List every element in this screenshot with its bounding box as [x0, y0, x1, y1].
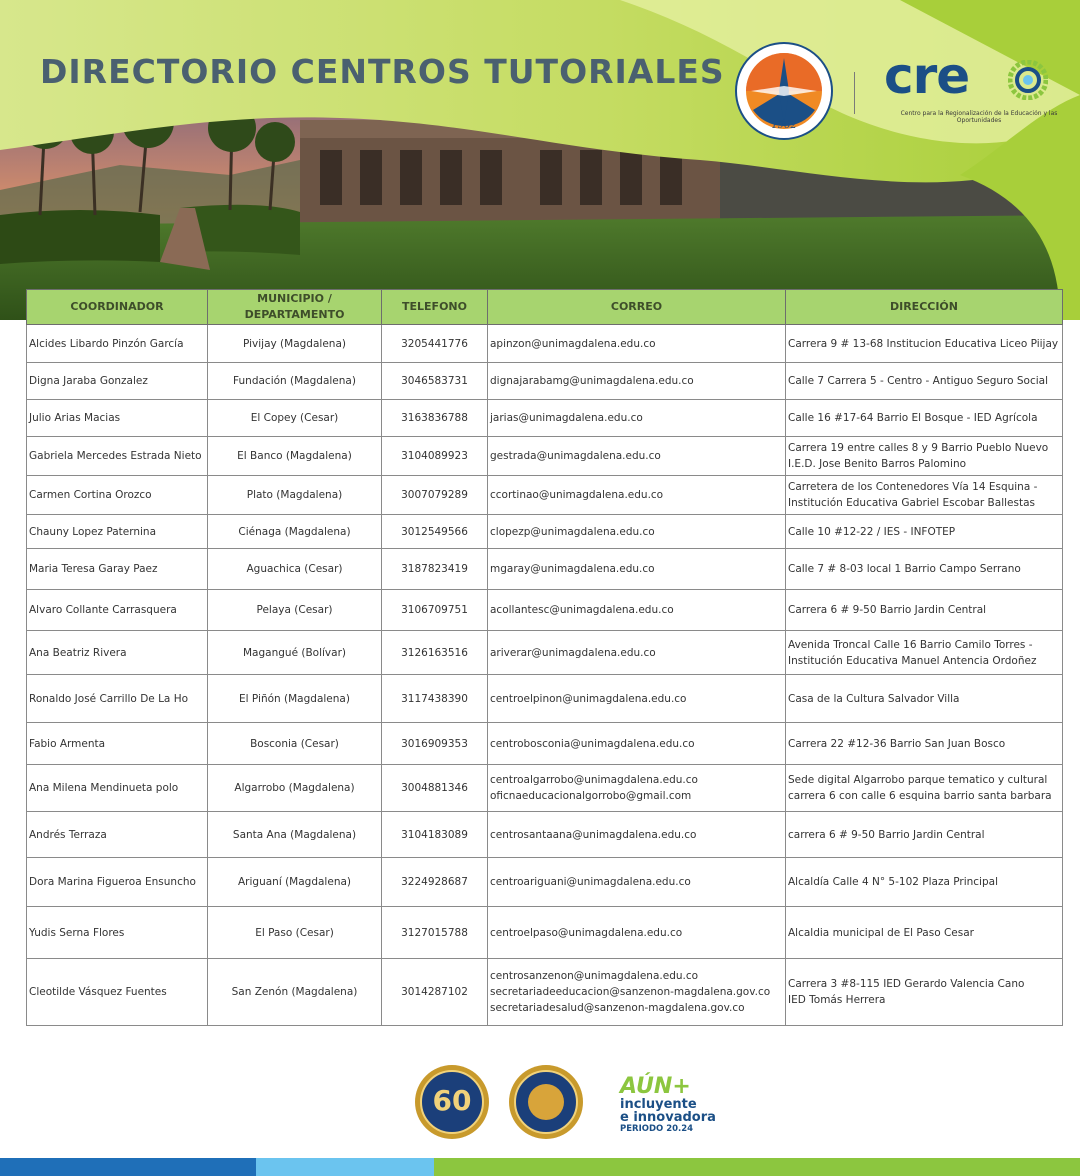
- telefono-cell: 3046583731: [382, 363, 488, 400]
- correo-cell: [488, 590, 786, 631]
- email-link[interactable]: centroelpinon@unimagdalena.edu.co: [490, 692, 687, 705]
- table-row: [27, 959, 1063, 1026]
- address-line: IED Tomás Herrera: [788, 994, 886, 1006]
- email-link[interactable]: acollantesc@unimagdalena.edu.co: [490, 604, 674, 616]
- telefono-cell: 3126163516: [382, 631, 488, 675]
- direccion-cell: [786, 363, 1063, 400]
- email-link[interactable]: secretariadeeducacion@sanzenon-magdalena.gov.co: [490, 986, 771, 998]
- telefono-cell: 3127015788: [382, 907, 488, 959]
- table-body: [27, 325, 1063, 1026]
- municipio-cell: El Piñón (Magdalena): [208, 675, 382, 723]
- correo-cell: [488, 812, 786, 858]
- address-line: carrera 6 con calle 6 esquina barrio santa barbara: [788, 790, 1052, 802]
- correo-cell: [488, 325, 786, 363]
- direccion-cell: [786, 515, 1063, 549]
- telefono-cell: 3187823419: [382, 549, 488, 590]
- email-link[interactable]: centroelpaso@unimagdalena.edu.co: [490, 926, 683, 939]
- telefono-cell: 3012549566: [382, 515, 488, 549]
- email-link[interactable]: clopezp@unimagdalena.edu.co: [490, 525, 655, 538]
- correo-cell: [488, 476, 786, 515]
- address-line: Calle 16 #17-64 Barrio El Bosque - IED Agrícola: [788, 412, 1038, 424]
- table-row: [27, 631, 1063, 675]
- coordinador-cell: Alvaro Collante Carrasquera: [27, 590, 208, 631]
- coordinador-cell: Gabriela Mercedes Estrada Nieto: [27, 437, 208, 476]
- direccion-cell: [786, 549, 1063, 590]
- direccion-cell: [786, 437, 1063, 476]
- table-row: [27, 675, 1063, 723]
- coordinador-cell: Fabio Armenta: [27, 723, 208, 765]
- municipio-cell: El Paso (Cesar): [208, 907, 382, 959]
- university-logo-year: 1962: [771, 120, 797, 131]
- table-header-row: [27, 290, 1063, 325]
- correo-cell: [488, 515, 786, 549]
- aun-period: PERIODO 20.24: [620, 1124, 694, 1134]
- creo-subtitle: Centro para la Regionalización de la Educación y las Oportunidades: [900, 110, 1058, 124]
- table-row: [27, 723, 1063, 765]
- municipio-cell: Bosconia (Cesar): [208, 723, 382, 765]
- table-row: [27, 363, 1063, 400]
- email-link[interactable]: dignajarabamg@unimagdalena.edu.co: [490, 375, 694, 387]
- address-line: Carrera 19 entre calles 8 y 9 Barrio Pueblo Nuevo: [788, 442, 1049, 454]
- address-line: Alcaldía Calle 4 N° 5-102 Plaza Principal: [788, 876, 998, 888]
- municipio-cell: El Banco (Magdalena): [208, 437, 382, 476]
- correo-cell: [488, 907, 786, 959]
- address-line: Avenida Troncal Calle 16 Barrio Camilo Torres -: [788, 638, 1033, 651]
- table-row: [27, 765, 1063, 812]
- direccion-cell: [786, 675, 1063, 723]
- coordinador-cell: Digna Jaraba Gonzalez: [27, 363, 208, 400]
- creo-o-icon: [1008, 60, 1048, 100]
- address-line: Carrera 6 # 9-50 Barrio Jardin Central: [788, 604, 987, 616]
- municipio-cell: Pelaya (Cesar): [208, 590, 382, 631]
- address-line: Calle 10 #12-22 / IES - INFOTEP: [788, 525, 956, 538]
- email-link[interactable]: oficnaeducacionalgorrobo@gmail.com: [490, 790, 692, 802]
- direccion-cell: [786, 723, 1063, 765]
- direccion-cell: [786, 959, 1063, 1026]
- address-line: Carrera 22 #12-36 Barrio San Juan Bosco: [788, 737, 1006, 750]
- telefono-cell: 3004881346: [382, 765, 488, 812]
- municipio-cell: Aguachica (Cesar): [208, 549, 382, 590]
- correo-cell: [488, 631, 786, 675]
- address-line: Carretera de los Contenedores Vía 14 Esquina -: [788, 481, 1038, 493]
- table-row: [27, 549, 1063, 590]
- aun-title: AÚN+: [620, 1074, 691, 1099]
- direccion-cell: [786, 400, 1063, 437]
- telefono-cell: 3106709751: [382, 590, 488, 631]
- municipio-cell: Plato (Magdalena): [208, 476, 382, 515]
- table-row: [27, 907, 1063, 959]
- municipio-cell: Ariguaní (Magdalena): [208, 858, 382, 907]
- email-link[interactable]: centrosanzenon@unimagdalena.edu.co: [490, 970, 699, 982]
- address-line: Sede digital Algarrobo parque tematico y cultural: [788, 774, 1048, 786]
- telefono-cell: 3104089923: [382, 437, 488, 476]
- sixty-years-badge: [414, 1064, 490, 1140]
- footer-stripe-blue: [0, 1158, 256, 1176]
- column-header-direccion: DIRECCIÓN: [786, 290, 1063, 325]
- municipio-cell: Pivijay (Magdalena): [208, 325, 382, 363]
- address-line: Carrera 9 # 13-68 Institucion Educativa Liceo Piijay: [788, 337, 1059, 350]
- address-line: Calle 7 # 8-03 local 1 Barrio Campo Serrano: [788, 563, 1021, 575]
- correo-cell: [488, 400, 786, 437]
- direccion-cell: [786, 907, 1063, 959]
- table-row: [27, 476, 1063, 515]
- email-link[interactable]: gestrada@unimagdalena.edu.co: [490, 450, 661, 462]
- address-line: Carrera 3 #8-115 IED Gerardo Valencia Cano: [788, 978, 1025, 990]
- telefono-cell: 3224928687: [382, 858, 488, 907]
- sixty-years-number: 60: [432, 1084, 472, 1117]
- page-title: DIRECTORIO CENTROS TUTORIALES: [40, 52, 725, 91]
- correo-cell: [488, 437, 786, 476]
- municipio-cell: Ciénaga (Magdalena): [208, 515, 382, 549]
- address-line: I.E.D. Jose Benito Barros Palomino: [788, 458, 967, 470]
- address-line: Casa de la Cultura Salvador Villa: [788, 692, 960, 705]
- email-link[interactable]: centrobosconia@unimagdalena.edu.co: [490, 737, 695, 750]
- directory-table: [26, 289, 1063, 1026]
- address-line: Institución Educativa Manuel Antencia Ordoñez: [788, 654, 1037, 667]
- address-line: Calle 7 Carrera 5 - Centro - Antiguo Seguro Social: [788, 375, 1049, 387]
- table-row: [27, 590, 1063, 631]
- email-link[interactable]: ccortinao@unimagdalena.edu.co: [490, 489, 664, 501]
- coordinador-cell: Carmen Cortina Orozco: [27, 476, 208, 515]
- coordinador-cell: Alcides Libardo Pinzón García: [27, 325, 208, 363]
- email-link[interactable]: secretariadesalud@sanzenon-magdalena.gov.co: [490, 1002, 745, 1014]
- address-line: Alcaldia municipal de El Paso Cesar: [788, 926, 974, 939]
- municipio-cell: El Copey (Cesar): [208, 400, 382, 437]
- telefono-cell: 3007079289: [382, 476, 488, 515]
- coordinador-cell: Maria Teresa Garay Paez: [27, 549, 208, 590]
- email-link[interactable]: jarias@unimagdalena.edu.co: [490, 412, 643, 424]
- aun-line-2: e innovadora: [620, 1110, 716, 1125]
- telefono-cell: 3016909353: [382, 723, 488, 765]
- correo-cell: [488, 363, 786, 400]
- email-link[interactable]: ariverar@unimagdalena.edu.co: [490, 646, 656, 659]
- email-link[interactable]: mgaray@unimagdalena.edu.co: [490, 563, 655, 575]
- correo-cell: [488, 723, 786, 765]
- coordinador-cell: Ronaldo José Carrillo De La Ho: [27, 675, 208, 723]
- footer-stripe-light-blue: [256, 1158, 434, 1176]
- address-line: Institución Educativa Gabriel Escobar Ballestas: [788, 497, 1035, 509]
- address-line: carrera 6 # 9-50 Barrio Jardin Central: [788, 828, 985, 841]
- column-header-telefono: TELEFONO: [382, 290, 488, 325]
- municipio-cell: Santa Ana (Magdalena): [208, 812, 382, 858]
- email-link[interactable]: centroariguani@unimagdalena.edu.co: [490, 876, 691, 888]
- correo-cell: [488, 549, 786, 590]
- creo-wordmark: cre: [884, 47, 970, 105]
- table-row: [27, 437, 1063, 476]
- telefono-cell: 3163836788: [382, 400, 488, 437]
- table-row: [27, 400, 1063, 437]
- coordinador-cell: Julio Arias Macias: [27, 400, 208, 437]
- direccion-cell: [786, 631, 1063, 675]
- column-header-municipio: MUNICIPIO / DEPARTAMENTO: [208, 290, 382, 325]
- email-link[interactable]: centrosantaana@unimagdalena.edu.co: [490, 828, 697, 841]
- table-row: [27, 325, 1063, 363]
- correo-cell: [488, 765, 786, 812]
- footer-stripe-green: [434, 1158, 1080, 1176]
- table-row: [27, 858, 1063, 907]
- telefono-cell: 3117438390: [382, 675, 488, 723]
- aun-line-1: incluyente: [620, 1097, 697, 1112]
- accreditation-badge: [508, 1064, 584, 1140]
- correo-cell: [488, 959, 786, 1026]
- coordinador-cell: Yudis Serna Flores: [27, 907, 208, 959]
- logo-divider: [854, 72, 855, 114]
- telefono-cell: 3104183089: [382, 812, 488, 858]
- direccion-cell: [786, 858, 1063, 907]
- coordinador-cell: Ana Beatriz Rivera: [27, 631, 208, 675]
- correo-cell: [488, 675, 786, 723]
- municipio-cell: Fundación (Magdalena): [208, 363, 382, 400]
- coordinador-cell: Dora Marina Figueroa Ensuncho: [27, 858, 208, 907]
- direccion-cell: [786, 590, 1063, 631]
- email-link[interactable]: centroalgarrobo@unimagdalena.edu.co: [490, 774, 698, 786]
- coordinador-cell: Cleotilde Vásquez Fuentes: [27, 959, 208, 1026]
- direccion-cell: [786, 765, 1063, 812]
- coordinador-cell: Andrés Terraza: [27, 812, 208, 858]
- direccion-cell: [786, 325, 1063, 363]
- correo-cell: [488, 858, 786, 907]
- column-header-coordinador: COORDINADOR: [27, 290, 208, 325]
- direccion-cell: [786, 476, 1063, 515]
- municipio-cell: Algarrobo (Magdalena): [208, 765, 382, 812]
- creo-logo: [884, 47, 1058, 128]
- table-row: [27, 515, 1063, 549]
- coordinador-cell: Ana Milena Mendinueta polo: [27, 765, 208, 812]
- coordinador-cell: Chauny Lopez Paternina: [27, 515, 208, 549]
- column-header-correo: CORREO: [488, 290, 786, 325]
- municipio-cell: San Zenón (Magdalena): [208, 959, 382, 1026]
- table-row: [27, 812, 1063, 858]
- university-logo: [733, 40, 835, 142]
- telefono-cell: 3205441776: [382, 325, 488, 363]
- municipio-cell: Magangué (Bolívar): [208, 631, 382, 675]
- telefono-cell: 3014287102: [382, 959, 488, 1026]
- directory-table-wrap: [26, 289, 1062, 1026]
- email-link[interactable]: apinzon@unimagdalena.edu.co: [490, 337, 656, 350]
- aun-incluyente-logo: [620, 1076, 740, 1135]
- direccion-cell: [786, 812, 1063, 858]
